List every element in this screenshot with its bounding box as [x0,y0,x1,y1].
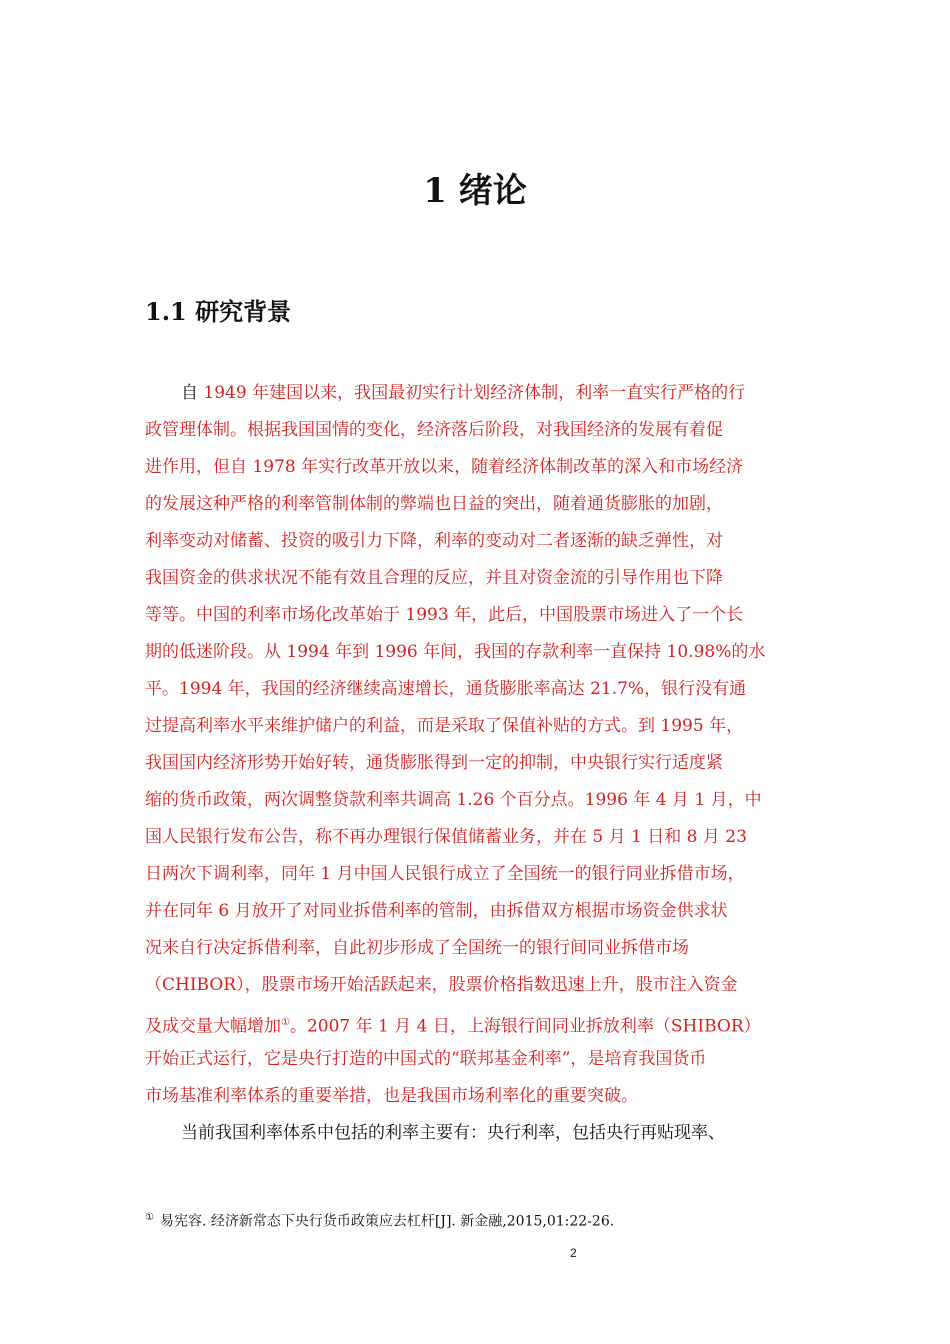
chapter-title: 1 绪论 [423,171,527,211]
paragraph-line: （CHIBOR），股票市场开始活跃起来，股票价格指数迅速上升，股市注入资金 [145,975,738,995]
page-number: 2 [570,1246,577,1260]
paragraph-line: 国人民银行发布公告，称不再办理银行保值储蓄业务，并在 5 月 1 日和 8 月 23 [145,827,747,847]
paragraph-line: 平。1994 年，我国的经济继续高速增长，通货膨胀率高达 21.7%，银行没有通 [145,679,747,699]
paragraph-line: 政管理体制。根据我国国情的变化，经济落后阶段，对我国经济的发展有着促 [145,420,723,440]
body-text [145,375,810,1152]
paragraph-line: 及成交量大幅增加①。2007 年 1 月 4 日，上海银行间同业拆放利率（SHIBOR） [145,1016,761,1037]
paragraph-line: 利率变动对储蓄、投资的吸引力下降，利率的变动对二者逐渐的缺乏弹性，对 [145,531,723,551]
paragraph-line: 等等。中国的利率市场化改革始于 1993 年，此后，中国股票市场进入了一个长 [145,605,744,625]
paragraph-line: 缩的货币政策，两次调整贷款利率共调高 1.26 个百分点。1996 年 4 月 1 月，中 [145,790,762,810]
paragraph-line: 的发展这种严格的利率管制体制的弊端也日益的突出，随着通货膨胀的加剧， [145,494,723,514]
footnote-reference[interactable]: ① [281,1017,290,1028]
footnote-text: 易宪容. 经济新常态下央行货币政策应去杠杆[J]. 新金融,2015,01:22-26. [159,1213,615,1230]
section-title: 1.1 研究背景 [145,297,292,326]
footnote [145,1206,614,1234]
paragraph-line: 开始正式运行，它是央行打造的中国式的“联邦基金利率”，是培育我国货币 [145,1049,707,1069]
paragraph-line: 况来自行决定拆借利率，自此初步形成了全国统一的银行间同业拆借市场 [145,938,689,958]
paragraph-line: 我国资金的供求状况不能有效且合理的反应，并且对资金流的引导作用也下降 [145,568,723,588]
paragraph-line: 市场基准利率体系的重要举措，也是我国市场利率化的重要突破。 [145,1086,638,1106]
paragraph-line: 进作用，但自 1978 年实行改革开放以来，随着经济体制改革的深入和市场经济 [145,457,744,477]
paragraph-line: 过提高利率水平来维护储户的利益，而是采取了保值补贴的方式。到 1995 年， [145,716,744,736]
paragraph-line: 期的低迷阶段。从 1994 年到 1996 年间，我国的存款利率一直保持 10.98%的水 [145,642,766,662]
paragraph-line: 日两次下调利率，同年 1 月中国人民银行成立了全国统一的银行同业拆借市场， [145,864,745,884]
footnote-marker: ① [145,1212,154,1223]
paragraph-line: 并在同年 6 月放开了对同业拆借利率的管制，由拆借双方根据市场资金供求状 [145,901,728,921]
paragraph-line: 自 1949 年建国以来，我国最初实行计划经济体制，利率一直实行严格的行 [181,383,746,403]
paragraph-line: 当前我国利率体系中包括的利率主要有：央行利率，包括央行再贴现率、 [181,1123,725,1143]
paragraph-line: 我国国内经济形势开始好转，通货膨胀得到一定的抑制，中央银行实行适度紧 [145,753,723,773]
